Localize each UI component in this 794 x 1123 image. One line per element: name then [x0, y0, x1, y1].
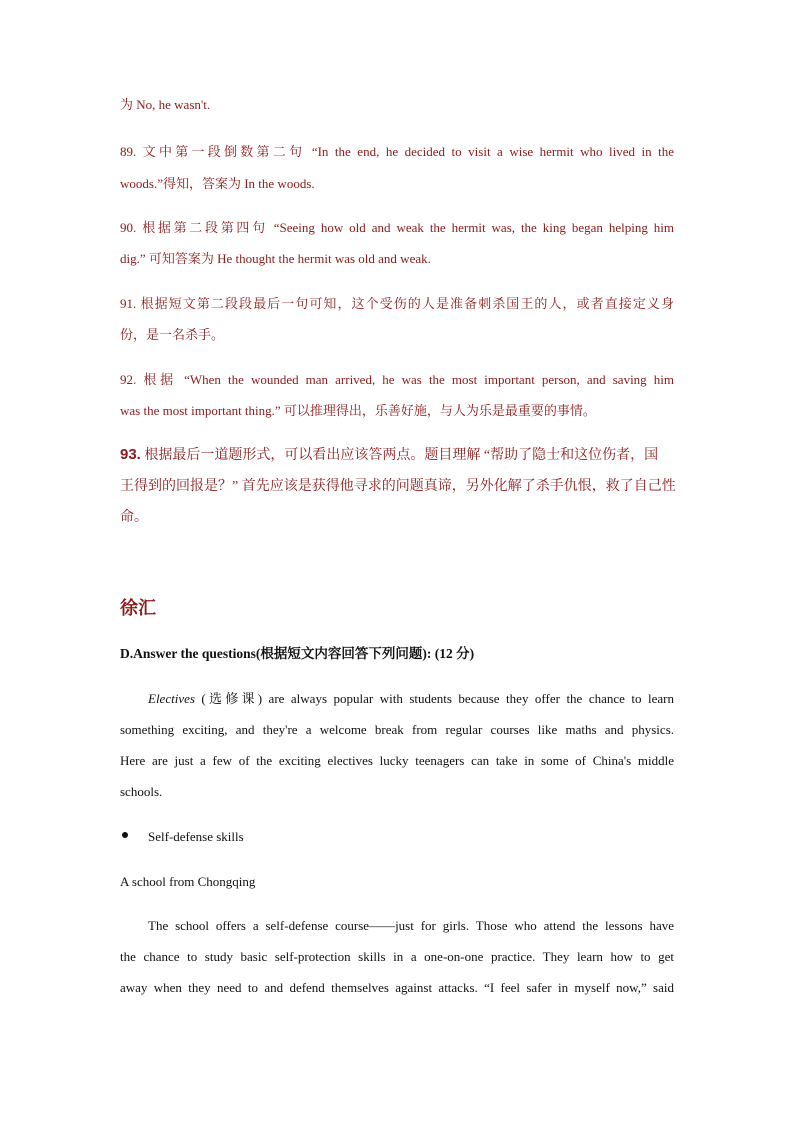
paragraph-1-line-1-text: (选修课) are always popular with students because they offer the chance to learn [194, 691, 674, 706]
answer-90-line-2: dig.” 可知答案为 He thought the hermit was old and weak. [120, 251, 431, 266]
answer-89-line-2: woods.”得知，答案为 In the woods. [120, 176, 315, 191]
author-heading: 徐汇 [120, 598, 156, 619]
paragraph-1-line-1 [120, 690, 674, 708]
bullet-item: Self-defense skills [148, 829, 244, 844]
answer-93-line-3: 命。 [120, 510, 148, 525]
answer-93-text: 根据最后一道题形式，可以看出应该答两点。题目理解 “帮助了隐士和这位伤者，国 [144, 448, 659, 463]
answer-93-number: 93. [120, 446, 141, 463]
paragraph-1-line-2: something exciting, and they're a welcome break from regular courses like maths and physics. [120, 722, 674, 737]
paragraph-2-line-3: away when they need to and defend themselves against attacks. “I feel safer in myself now,” said [120, 980, 674, 995]
answer-90-line-1: 90. 根据第二段第四句 “Seeing how old and weak the hermit was, the king began helping him [120, 220, 674, 235]
paragraph-1-line-3: Here are just a few of the exciting electives lucky teenagers can take in some of China's middle [120, 753, 674, 768]
answer-92-line-2: was the most important thing.” 可以推理得出，乐善好施，与人为乐是最重要的事情。 [120, 403, 596, 418]
electives-term: Electives [148, 691, 195, 706]
paragraph-2-line-1: The school offers a self-defense course——just for girls. Those who attend the lessons have [148, 918, 674, 933]
paragraph-2-line-2: the chance to study basic self-protection skills in a one-on-one practice. They learn how to get [120, 949, 674, 964]
answer-88-line-2: 为 No, he wasn't. [120, 97, 211, 112]
answer-92-line-1: 92. 根据 “When the wounded man arrived, he was the most important person, and saving him [120, 372, 674, 387]
answer-91-line-1: 91. 根据短文第二段段最后一句可知，这个受伤的人是准备刺杀国王的人，或者直接定义身 [120, 296, 674, 311]
answer-91-line-2: 份，是一名杀手。 [120, 327, 225, 342]
school-label: A school from Chongqing [120, 874, 256, 889]
paragraph-1-line-4: schools. [120, 784, 163, 799]
answer-93-line-1 [120, 444, 674, 467]
answer-93-line-2: 王得到的回报是？” 首先应该是获得他寻求的问题真谛，另外化解了杀手仇恨，救了自己性 [120, 479, 676, 494]
bullet-dot-icon [122, 832, 128, 838]
answer-89-line-1: 89. 文中第一段倒数第二句 “In the end, he decided to visit a wise hermit who lived in the [120, 144, 674, 159]
section-title: D.Answer the questions(根据短文内容回答下列问题): (12 分) [120, 646, 475, 661]
